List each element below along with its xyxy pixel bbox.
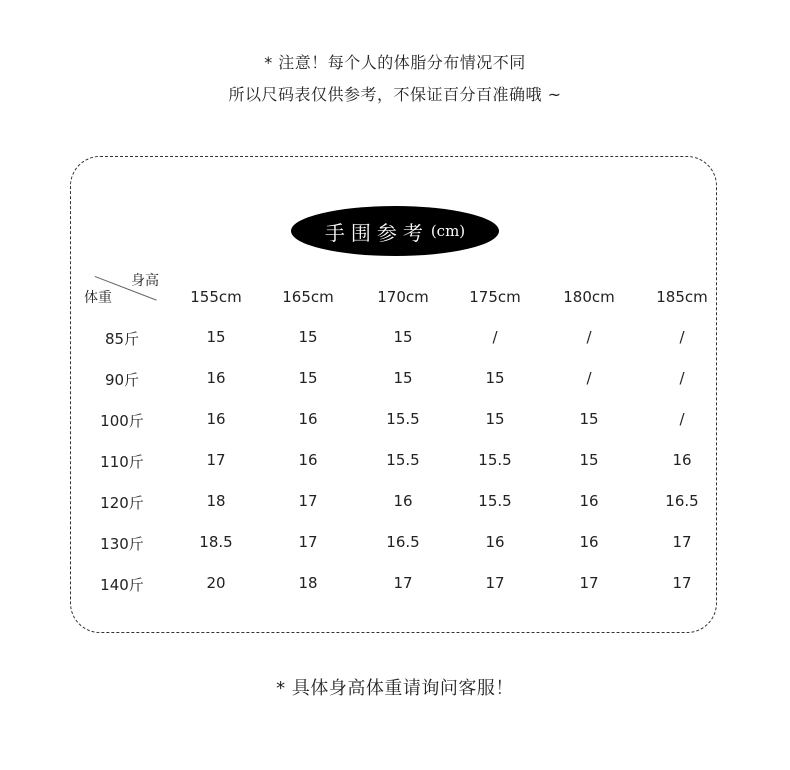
notice-line-1: * 注意！每个人的体脂分布情况不同 bbox=[264, 53, 526, 72]
table-cell: 16 bbox=[298, 451, 318, 469]
table-cell: 16.5 bbox=[386, 533, 420, 551]
table-cell: 15 bbox=[298, 328, 318, 346]
table-cell: 15 bbox=[393, 328, 413, 346]
weight-header: 体重 bbox=[84, 290, 112, 306]
table-cell: 16 bbox=[672, 451, 692, 469]
table-cell: / bbox=[586, 328, 592, 346]
table-cell: 15.5 bbox=[386, 410, 420, 428]
table-cell: 16 bbox=[206, 410, 226, 428]
table-cell: 16.5 bbox=[665, 492, 699, 510]
table-cell: 15 bbox=[206, 328, 226, 346]
table-cell: 17 bbox=[579, 574, 599, 592]
table-title-badge bbox=[291, 206, 499, 256]
table-title: 手围参考 bbox=[324, 220, 429, 245]
column-header: 155cm bbox=[190, 288, 242, 306]
table-cell: 15 bbox=[393, 369, 413, 387]
table-cell: / bbox=[679, 410, 685, 428]
notice-line-2: 所以尺码表仅供参考，不保证百分百准确哦 ~ bbox=[228, 85, 562, 104]
table-cell: 17 bbox=[298, 533, 318, 551]
table-title-unit: (cm) bbox=[430, 222, 466, 240]
table-cell: 18 bbox=[298, 574, 318, 592]
table-cell: 17 bbox=[298, 492, 318, 510]
table-cell: / bbox=[679, 328, 685, 346]
table-cell: / bbox=[586, 369, 592, 387]
table-cell: 16 bbox=[206, 369, 226, 387]
table-cell: / bbox=[492, 328, 498, 346]
column-header: 180cm bbox=[563, 288, 615, 306]
row-weight-label: 110斤 bbox=[100, 453, 144, 471]
table-cell: 17 bbox=[485, 574, 505, 592]
table-cell: 15.5 bbox=[386, 451, 420, 469]
table-cell: 16 bbox=[485, 533, 505, 551]
column-header: 170cm bbox=[377, 288, 429, 306]
row-weight-label: 85斤 bbox=[104, 330, 140, 348]
footer-note: * 具体身高体重请询问客服！ bbox=[276, 678, 514, 699]
row-weight-label: 130斤 bbox=[100, 535, 144, 553]
column-header: 185cm bbox=[656, 288, 708, 306]
row-weight-label: 100斤 bbox=[100, 412, 144, 430]
column-header: 175cm bbox=[469, 288, 521, 306]
table-cell: 16 bbox=[579, 492, 599, 510]
table-cell: 15.5 bbox=[478, 451, 512, 469]
height-header: 身高 bbox=[131, 273, 159, 289]
table-cell: 18.5 bbox=[199, 533, 233, 551]
table-cell: 17 bbox=[672, 533, 692, 551]
row-weight-label: 140斤 bbox=[100, 576, 144, 594]
table-cell: 20 bbox=[206, 574, 226, 592]
row-weight-label: 90斤 bbox=[104, 371, 140, 389]
table-cell: / bbox=[679, 369, 685, 387]
table-cell: 18 bbox=[206, 492, 226, 510]
table-cell: 15 bbox=[579, 410, 599, 428]
column-header: 165cm bbox=[282, 288, 334, 306]
table-cell: 15 bbox=[579, 451, 599, 469]
table-cell: 16 bbox=[298, 410, 318, 428]
table-cell: 15.5 bbox=[478, 492, 512, 510]
table-cell: 15 bbox=[485, 410, 505, 428]
table-cell: 17 bbox=[206, 451, 226, 469]
table-cell: 16 bbox=[579, 533, 599, 551]
table-cell: 15 bbox=[298, 369, 318, 387]
table-cell: 16 bbox=[393, 492, 413, 510]
row-weight-label: 120斤 bbox=[100, 494, 144, 512]
table-cell: 17 bbox=[672, 574, 692, 592]
table-cell: 15 bbox=[485, 369, 505, 387]
table-cell: 17 bbox=[393, 574, 413, 592]
